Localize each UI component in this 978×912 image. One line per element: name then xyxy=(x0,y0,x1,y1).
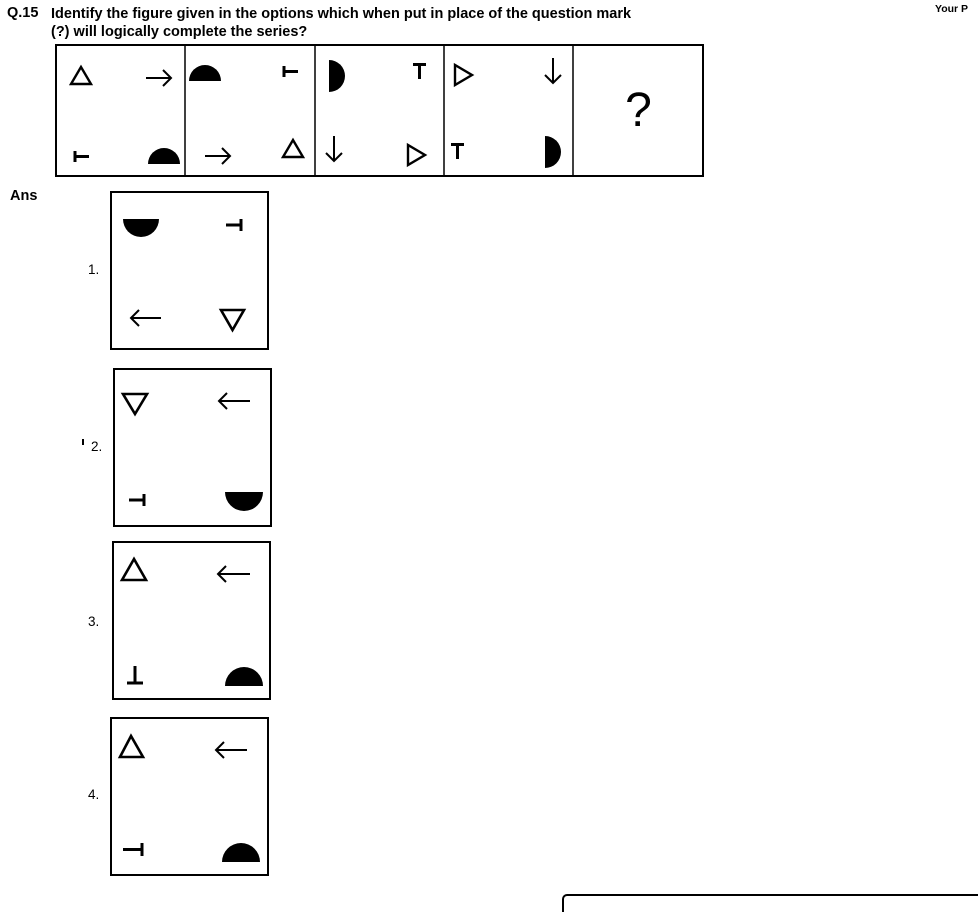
arrow-down-icon xyxy=(326,136,342,161)
tack-left-icon xyxy=(284,66,298,77)
triangle-right-icon xyxy=(408,145,425,165)
tack-right-icon xyxy=(226,219,241,231)
question-text-line-2: (?) will logically complete the series? xyxy=(51,24,308,40)
triangle-up-icon xyxy=(71,67,91,84)
half-disc-up-icon xyxy=(189,65,221,81)
option-3-drawing xyxy=(112,541,271,700)
tack-right-icon xyxy=(129,494,144,506)
question-number: Q.15 xyxy=(7,5,39,21)
option-2-label: 2. xyxy=(91,439,103,454)
triangle-up-icon xyxy=(122,559,146,580)
question-text xyxy=(51,5,711,41)
series-figure-3-drawing xyxy=(315,44,444,177)
series-figure-2-drawing xyxy=(185,44,315,177)
tack-right-icon xyxy=(123,843,142,856)
half-disc-down-icon xyxy=(123,219,159,237)
question-text-line-1: Identify the figure given in the options which when put in place of the question mark xyxy=(51,6,632,22)
answer-label: Ans xyxy=(10,188,38,204)
tack-left-icon xyxy=(75,151,89,162)
question-mark: ? xyxy=(625,83,652,137)
stray-mark xyxy=(82,439,84,445)
option-4[interactable] xyxy=(110,717,269,876)
arrow-left-icon xyxy=(218,566,250,582)
arrow-right-icon xyxy=(146,70,171,86)
series-figure-4-drawing xyxy=(444,44,573,177)
half-disc-right-icon xyxy=(329,60,345,92)
option-1-frame xyxy=(111,192,268,349)
option-1[interactable] xyxy=(110,191,269,350)
series-figure-2 xyxy=(185,44,315,177)
option-2-drawing xyxy=(113,368,272,527)
next-panel-frame xyxy=(562,894,978,912)
corner-label: Your P xyxy=(935,3,969,15)
arrow-down-icon xyxy=(545,58,561,83)
half-disc-down-icon xyxy=(225,492,263,511)
triangle-down-icon xyxy=(221,310,244,330)
option-1-label: 1. xyxy=(88,262,100,277)
half-disc-up-icon xyxy=(222,843,260,862)
tee-icon xyxy=(413,64,426,79)
option-4-drawing xyxy=(110,717,269,876)
option-3[interactable] xyxy=(112,541,271,700)
series-figure-4 xyxy=(444,44,573,177)
triangle-up-icon xyxy=(120,736,143,757)
option-4-label: 4. xyxy=(88,787,100,802)
triangle-right-icon xyxy=(455,65,472,85)
option-3-label: 3. xyxy=(88,614,100,629)
option-1-drawing xyxy=(110,191,269,350)
arrow-left-icon xyxy=(216,742,247,758)
series-figure-3 xyxy=(315,44,444,177)
triangle-up-icon xyxy=(283,140,303,157)
triangle-down-icon xyxy=(123,394,147,414)
half-disc-right-icon xyxy=(545,136,561,168)
up-tack-icon xyxy=(127,666,143,683)
problem-figure-series xyxy=(55,44,704,177)
half-disc-up-icon xyxy=(225,667,263,686)
series-figure-1 xyxy=(55,44,185,177)
tee-icon xyxy=(451,144,464,159)
arrow-left-icon xyxy=(131,310,161,326)
series-figure-unknown xyxy=(573,44,704,177)
arrow-left-icon xyxy=(219,393,250,409)
option-2[interactable] xyxy=(113,368,272,527)
half-disc-up-icon xyxy=(148,148,180,164)
arrow-right-icon xyxy=(205,148,230,164)
series-figure-1-drawing xyxy=(55,44,185,177)
